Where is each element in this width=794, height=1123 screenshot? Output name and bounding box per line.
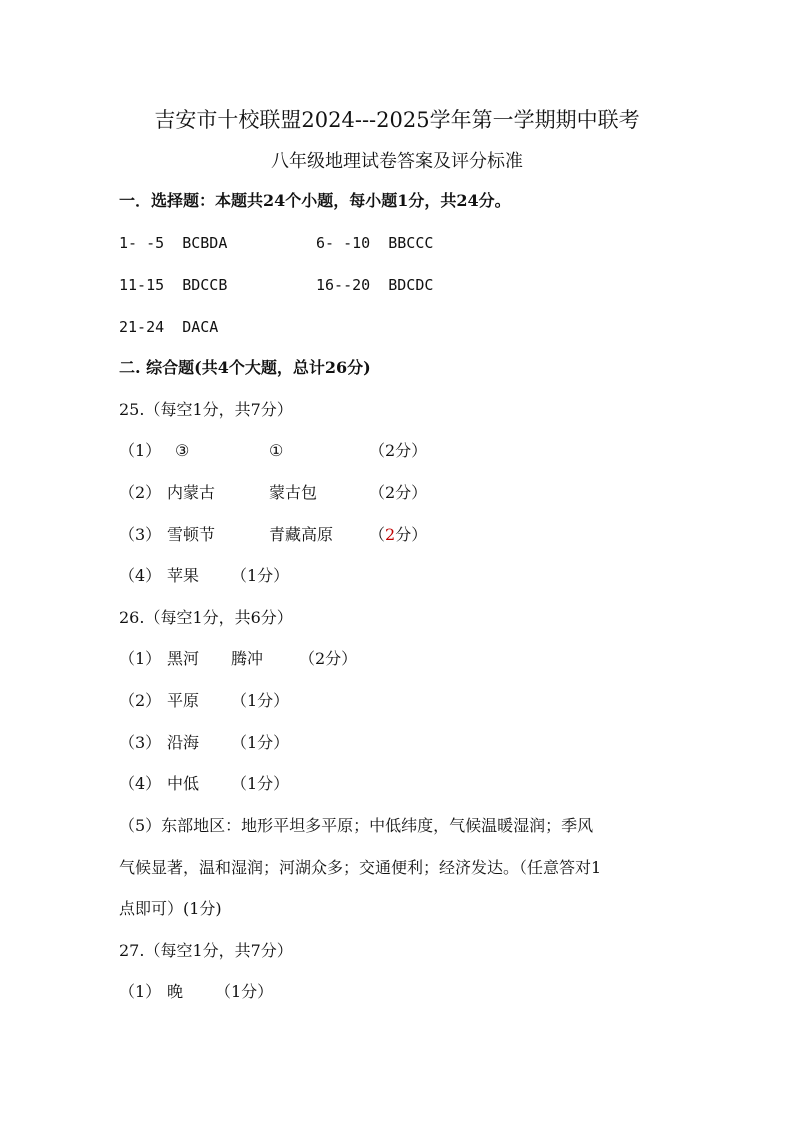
q26-answer-4 bbox=[119, 774, 519, 794]
q26-a2-num: （2） bbox=[119, 691, 162, 710]
q26-a3-score: （1分） bbox=[231, 733, 290, 752]
q27-a1-num: （1） bbox=[119, 982, 162, 1001]
q26-a4-num: （4） bbox=[119, 774, 162, 793]
q25-a2-score: （2分） bbox=[369, 483, 428, 502]
q25-a3-v1: 雪顿节 bbox=[167, 525, 216, 544]
page-title: 吉安市十校联盟2024---2025学年第一学期期中联考 bbox=[154, 108, 640, 132]
q25-a4-num: （4） bbox=[119, 566, 162, 585]
q26-answer-5-line2: 气候显著，温和湿润；河湖众多；交通便利；经济发达。（任意答对1 bbox=[119, 858, 602, 877]
q25-a4-score: （1分） bbox=[231, 566, 290, 585]
q25-a1-v2: ① bbox=[269, 441, 284, 460]
q25-a1-num: （1） bbox=[119, 441, 162, 460]
q25-a3-score-close: 分） bbox=[395, 525, 428, 544]
q26-a3-num: （3） bbox=[119, 733, 162, 752]
q26-a1-v2: 腾冲 bbox=[231, 649, 264, 668]
q26-answer-3 bbox=[119, 733, 519, 753]
q26-header: 26.（每空1分，共6分） bbox=[119, 608, 293, 627]
q25-a1-score: （2分） bbox=[369, 441, 428, 460]
q25-a3-score-open: （ bbox=[369, 525, 386, 544]
q26-a2-score: （1分） bbox=[231, 691, 290, 710]
mc-row-1-right: 6- -10 BBCCC bbox=[316, 234, 434, 252]
q26-a2-v1: 平原 bbox=[167, 691, 200, 710]
q25-answer-2 bbox=[119, 483, 519, 503]
q25-a3-num: （3） bbox=[119, 525, 162, 544]
q26-answer-1 bbox=[119, 649, 519, 669]
mc-row-2-right: 16--20 BDCDC bbox=[316, 276, 434, 294]
q26-a3-v1: 沿海 bbox=[167, 733, 200, 752]
section2-heading: 二. 综合题(共4个大题，总计26分) bbox=[119, 358, 371, 377]
q27-a1-v1: 晚 bbox=[167, 982, 184, 1001]
mc-row-3 bbox=[119, 317, 218, 337]
q25-a1-v1: ③ bbox=[175, 441, 190, 460]
q25-a2-v2: 蒙古包 bbox=[269, 483, 318, 502]
q27-header: 27.（每空1分，共7分） bbox=[119, 941, 293, 960]
q25-a3-v2: 青藏高原 bbox=[269, 525, 334, 544]
q25-answer-3 bbox=[119, 525, 519, 545]
q26-answer-2 bbox=[119, 691, 519, 711]
q26-answer-5-line1: （5）东部地区：地形平坦多平原；中低纬度，气候温暖湿润；季风 bbox=[119, 816, 594, 835]
mc-row-2-left: 11-15 BDCCB bbox=[119, 276, 228, 294]
section1-heading: 一．选择题：本题共24个小题，每小题1分，共24分。 bbox=[119, 191, 511, 210]
q26-answer-5-line3: 点即可）(1分) bbox=[119, 899, 222, 918]
q27-answer-1 bbox=[119, 982, 519, 1002]
q27-a1-score: （1分） bbox=[215, 982, 274, 1001]
mc-row-2 bbox=[119, 275, 434, 295]
q25-a3-score bbox=[369, 525, 427, 545]
mc-row-1-left: 1- -5 BCBDA bbox=[119, 234, 228, 252]
q26-a4-score: （1分） bbox=[231, 774, 290, 793]
q26-a1-score: （2分） bbox=[299, 649, 358, 668]
q25-a2-num: （2） bbox=[119, 483, 162, 502]
mc-row-1 bbox=[119, 233, 434, 253]
q26-a1-num: （1） bbox=[119, 649, 162, 668]
q26-a1-v1: 黑河 bbox=[167, 649, 200, 668]
q26-a4-v1: 中低 bbox=[167, 774, 200, 793]
q25-a4-v1: 苹果 bbox=[167, 566, 200, 585]
page-subtitle: 八年级地理试卷答案及评分标准 bbox=[271, 151, 523, 172]
q25-answer-4 bbox=[119, 566, 519, 586]
q25-answer-1 bbox=[119, 441, 519, 461]
q25-header: 25.（每空1分，共7分） bbox=[119, 400, 293, 419]
q25-a3-score-value: 2 bbox=[385, 525, 396, 544]
q25-a2-v1: 内蒙古 bbox=[167, 483, 216, 502]
mc-row-3-left: 21-24 DACA bbox=[119, 318, 219, 336]
